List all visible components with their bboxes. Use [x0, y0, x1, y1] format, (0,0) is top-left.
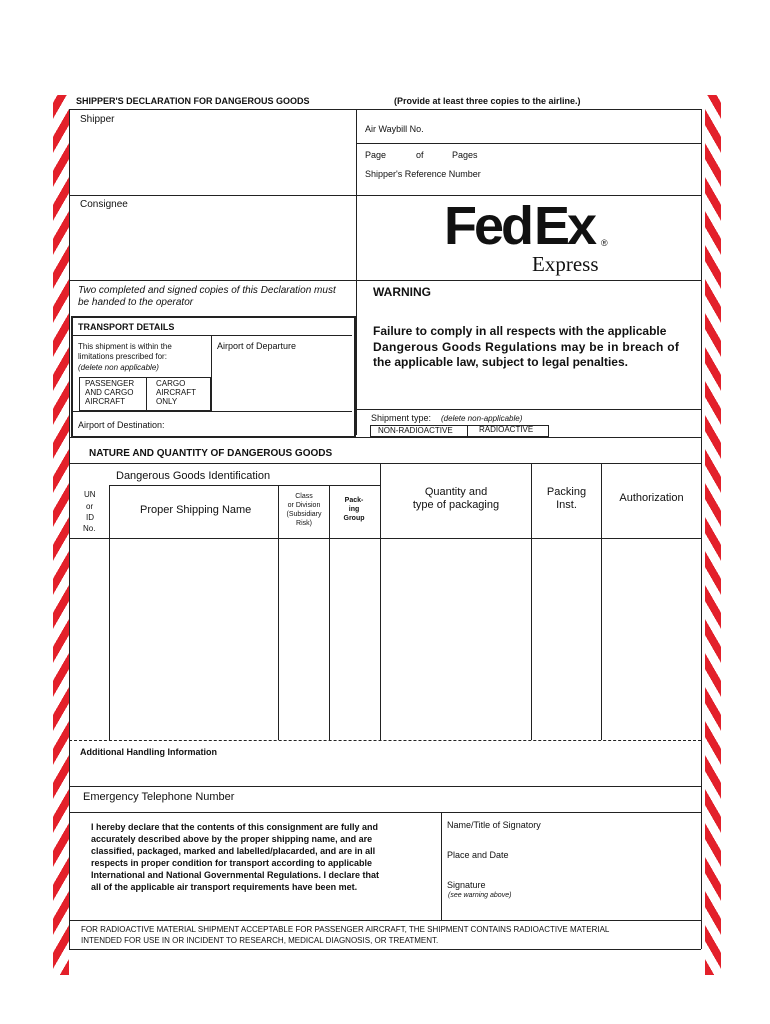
class-header-line2: or Division	[287, 502, 321, 509]
transport-title-rule	[73, 335, 352, 336]
declaration-line5: International and National Governmental Regulations. I declare that	[91, 870, 380, 880]
fedex-logo: Fed Ex ® Express	[444, 196, 608, 276]
packing-group-header-line1: Pack-	[344, 497, 364, 504]
right-hazard-stripe	[705, 95, 721, 975]
nature-top-rule	[69, 437, 701, 438]
declaration-line3: classified, packaged, marked and labelled/placarded, and are in all	[91, 846, 376, 856]
un-header-line2: or	[86, 502, 94, 511]
non-radioactive-option[interactable]: NON-RADIOACTIVE	[378, 426, 453, 435]
signatory-name-field[interactable]	[442, 831, 700, 844]
packing-group-header-line2: ing	[348, 506, 360, 513]
cargo-only-option[interactable]: CARGO AIRCRAFT ONLY	[156, 379, 196, 406]
additional-handling-label: Additional Handling Information	[80, 747, 217, 757]
limit-line1: This shipment is within the	[78, 342, 172, 351]
class-header-line3: (Subsidiary	[286, 511, 322, 518]
shipment-type-rule	[357, 409, 701, 410]
un-header-line3: ID	[86, 513, 94, 522]
shipment-type-note: (delete non-applicable)	[441, 414, 523, 423]
form-title: SHIPPER'S DECLARATION FOR DANGEROUS GOODS	[76, 96, 310, 106]
emergency-phone-label: Emergency Telephone Number	[83, 791, 235, 803]
limit-line3: (delete non applicable)	[78, 363, 159, 372]
nature-title-rule	[69, 463, 701, 464]
transport-mid-divider	[211, 335, 212, 411]
consignee-label: Consignee	[80, 199, 128, 210]
class-header-line1: Class	[295, 493, 313, 500]
air-waybill-label: Air Waybill No.	[365, 124, 424, 134]
packing-inst-header-line1: Packing	[546, 486, 587, 498]
form-bottom-rule	[69, 949, 701, 950]
warning-line1: Failure to comply in all respects with the applicable	[373, 324, 667, 338]
declaration-line2: accurately described above by the proper shipping name, and are	[91, 834, 373, 844]
form-right-edge	[701, 109, 702, 949]
shipper-label: Shipper	[80, 114, 115, 125]
place-date-field[interactable]	[442, 862, 700, 876]
page-label: Page	[365, 150, 387, 160]
awb-rule	[357, 143, 701, 144]
packing-group-header-line3: Group	[343, 515, 365, 522]
declaration-line6: all of the applicable air transport requirements have been met.	[91, 882, 358, 892]
emergency-top-rule	[69, 786, 701, 787]
warning-line3: the applicable law, subject to legal penalties.	[373, 355, 628, 369]
warning-divider	[356, 280, 357, 435]
left-hazard-stripe	[53, 95, 69, 975]
copies-statement-line2: be handed to the operator	[78, 297, 194, 308]
additional-handling-field[interactable]	[70, 760, 700, 784]
authorization-header: Authorization	[619, 492, 684, 504]
dg-identification-label: Dangerous Goods Identification	[116, 470, 271, 482]
entry-bottom-dash	[69, 740, 701, 741]
packing-inst-header-line2: Inst.	[556, 499, 577, 511]
warning-title: WARNING	[373, 285, 431, 299]
radioactive-footer-line2: INTENDED FOR USE IN OR INCIDENT TO RESEARCH, MEDICAL DIAGNOSIS, OR TREATMENT.	[81, 936, 439, 945]
copies-statement-line1: Two completed and signed copies of this Declaration must	[78, 285, 336, 296]
destination-rule	[73, 411, 352, 412]
radioactive-footer-line1: FOR RADIOACTIVE MATERIAL SHIPMENT ACCEPTABLE FOR PASSENGER AIRCRAFT, THE SHIPMENT CONTAINS RADIOACTIVE MATERIAL	[81, 925, 610, 934]
signatory-name-label: Name/Title of Signatory	[447, 820, 541, 830]
copies-note: (Provide at least three copies to the airline.)	[394, 96, 581, 106]
emergency-bottom-rule	[69, 812, 701, 813]
place-date-label: Place and Date	[447, 850, 509, 860]
quantity-header-line1: Quantity and	[424, 486, 488, 498]
warning-line2: Dangerous Goods Regulations may be in breach of	[373, 340, 680, 354]
class-header-line4: Risk)	[296, 520, 312, 527]
proper-shipping-name-header: Proper Shipping Name	[140, 504, 252, 516]
footer-top-rule	[69, 920, 701, 921]
dg-identification-rule	[109, 485, 380, 486]
signature-note: (see warning above)	[448, 892, 512, 899]
of-label: of	[416, 150, 424, 160]
pages-label: Pages	[452, 150, 478, 160]
passenger-cargo-option[interactable]: PASSENGER AND CARGO AIRCRAFT	[85, 379, 135, 406]
declaration-line4: respects in proper condition for transport according to applicable	[91, 858, 373, 868]
shipment-type-label: Shipment type:	[371, 413, 432, 423]
limit-line2: limitations prescribed for:	[78, 352, 167, 361]
radioactive-option[interactable]: RADIOACTIVE	[479, 425, 534, 434]
consignee-field[interactable]	[70, 212, 354, 277]
dangerous-goods-entry-area[interactable]	[70, 539, 700, 739]
un-header-line1: UN	[84, 490, 96, 499]
signature-label: Signature	[447, 880, 486, 890]
logo-rule	[69, 280, 701, 281]
signature-field[interactable]	[520, 880, 700, 902]
nature-title: NATURE AND QUANTITY OF DANGEROUS GOODS	[89, 448, 333, 459]
reference-label: Shipper's Reference Number	[365, 169, 481, 179]
departure-label: Airport of Departure	[217, 341, 297, 351]
shipment-type-divider	[467, 425, 468, 436]
un-header-line4: No.	[83, 524, 96, 533]
transport-title: TRANSPORT DETAILS	[78, 322, 175, 332]
declaration-line1: I hereby declare that the contents of this consignment are fully and	[91, 822, 379, 832]
destination-label: Airport of Destination:	[78, 420, 165, 430]
quantity-header-line2: type of packaging	[412, 499, 500, 511]
shipper-rule	[69, 195, 701, 196]
